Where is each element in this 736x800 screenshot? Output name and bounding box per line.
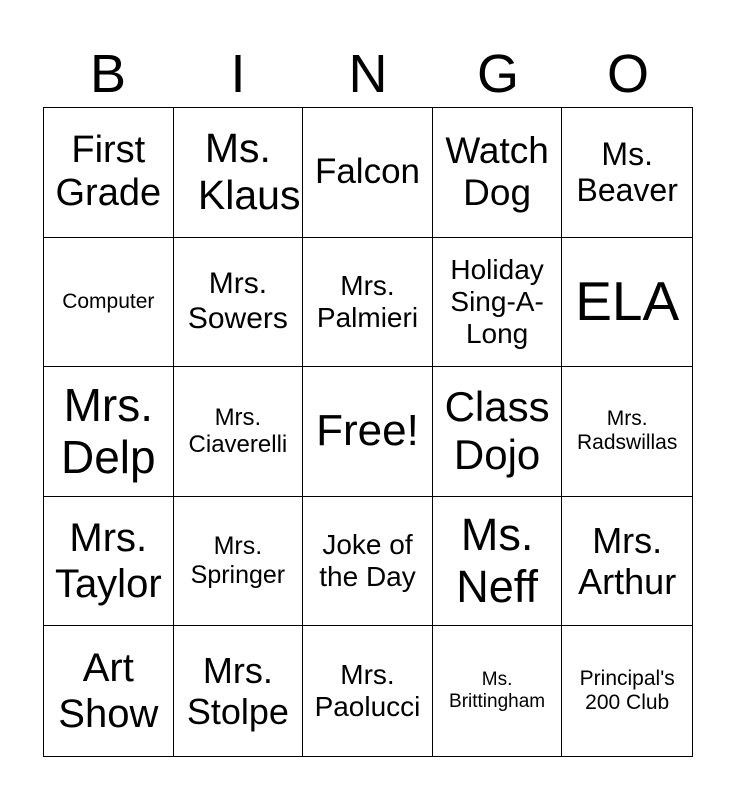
bingo-cell-r3c2[interactable] [174, 367, 304, 497]
cell-label: Mrs. Radswillas [577, 407, 678, 455]
bingo-cell-r2c4[interactable] [433, 238, 563, 368]
cell-label: ELA [575, 270, 680, 333]
header-letter-o: O [606, 44, 649, 104]
cell-label: Free! [316, 406, 419, 456]
cell-label: Ms. Klaus [197, 125, 301, 219]
cell-label: Joke of the Day [319, 528, 416, 593]
bingo-cell-r4c3[interactable] [303, 497, 433, 627]
bingo-cell-r2c3[interactable] [303, 238, 433, 368]
cell-label: Ms. Neff [456, 509, 538, 613]
bingo-cell-r5c1[interactable] [44, 626, 174, 756]
cell-label: Mrs. Palmieri [316, 269, 419, 333]
cell-label: Mrs. Paolucci [314, 659, 421, 723]
bingo-header [43, 40, 693, 108]
bingo-cell-r2c1[interactable] [44, 238, 174, 368]
bingo-cell-r5c4[interactable] [433, 626, 563, 756]
bingo-cell-r1c1[interactable] [44, 108, 174, 238]
cell-label: Mrs. Delp [60, 378, 156, 484]
cell-label: Mrs. Springer [190, 532, 286, 590]
cell-label: Ms. Brittingham [449, 669, 546, 713]
bingo-board [43, 107, 693, 757]
bingo-cell-r4c1[interactable] [44, 497, 174, 627]
cell-label: Mrs. Stolpe [186, 649, 289, 733]
header-letter-i: I [230, 44, 246, 104]
cell-label: Computer [62, 289, 155, 313]
cell-label: First Grade [55, 128, 162, 215]
bingo-cell-r1c2[interactable] [174, 108, 304, 238]
cell-label: Mrs. Taylor [54, 516, 162, 607]
cell-label: Holiday Sing-A-Long [450, 253, 544, 349]
bingo-cell-r3c5[interactable] [562, 367, 692, 497]
header-letter-n: N [348, 44, 388, 104]
bingo-cell-r4c2[interactable] [174, 497, 304, 627]
bingo-cell-r2c5[interactable] [562, 238, 692, 368]
cell-label: Principal's 200 Club [579, 667, 675, 715]
cell-label: Mrs. Ciaverelli [188, 403, 288, 459]
cell-label: Class Dojo [444, 383, 550, 479]
cell-label: Watch Dog [445, 129, 549, 214]
bingo-cell-r3c4[interactable] [433, 367, 563, 497]
bingo-cell-r2c2[interactable] [174, 238, 304, 368]
bingo-cell-r4c4[interactable] [433, 497, 563, 627]
bingo-cell-r5c2[interactable] [174, 626, 304, 756]
header-letter-b: B [89, 44, 127, 104]
bingo-cell-r1c3[interactable] [303, 108, 433, 238]
cell-label: Falcon [314, 152, 421, 192]
bingo-cell-r1c4[interactable] [433, 108, 563, 238]
cell-label: Mrs. Sowers [187, 267, 288, 335]
bingo-cell-r5c3[interactable] [303, 626, 433, 756]
bingo-cell-r3c3[interactable] [303, 367, 433, 497]
header-letter-g: G [476, 44, 519, 104]
bingo-cell-r3c1[interactable] [44, 367, 174, 497]
cell-label: Ms. Beaver [576, 135, 678, 209]
bingo-cell-r1c5[interactable] [562, 108, 692, 238]
cell-label: Art Show [58, 646, 159, 737]
cell-label: Mrs. Arthur [578, 519, 677, 603]
bingo-cell-r5c5[interactable] [562, 626, 692, 756]
bingo-cell-r4c5[interactable] [562, 497, 692, 627]
